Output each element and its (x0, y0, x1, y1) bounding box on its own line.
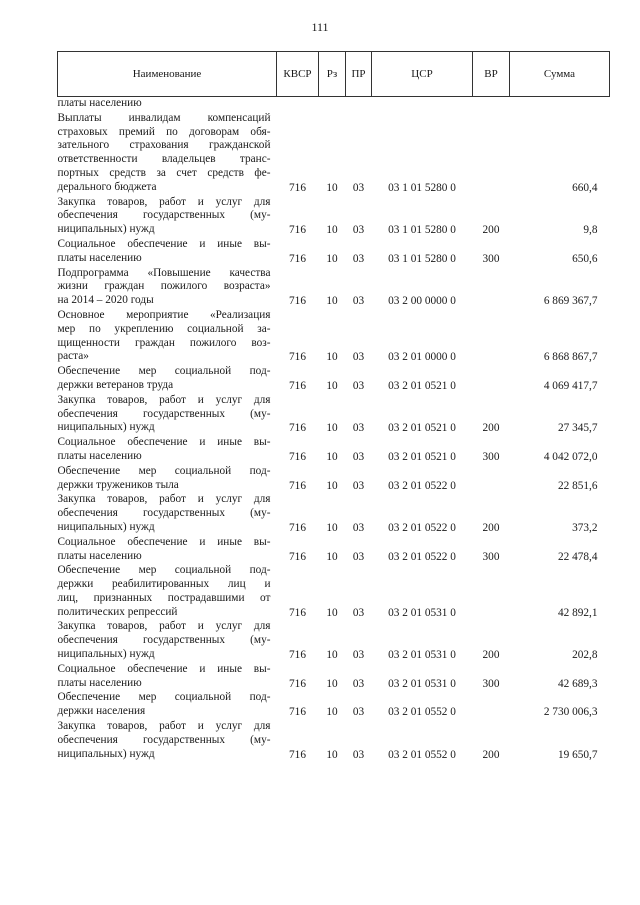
row-pr: 03 (352, 351, 365, 364)
row-name-line: Обеспечение мер социальной под- (57, 564, 271, 577)
row-name-line: дерального бюджета (57, 180, 157, 193)
row-sum: 660,4 (572, 181, 598, 194)
row-rz: 10 (326, 224, 338, 237)
row-name-line: жизни граждан пожилого возраста» (57, 280, 271, 293)
row-name-line: политических репрессий (57, 605, 178, 618)
row-sum: 42 689,3 (557, 677, 598, 690)
row-rz: 10 (326, 748, 338, 761)
row-kvsr: 716 (289, 748, 306, 761)
table-header (58, 52, 610, 97)
row-pr: 03 (352, 550, 365, 563)
row-sum (510, 97, 610, 112)
table-row (58, 97, 610, 112)
row-name-line: Выплаты инвалидам компенсаций (57, 111, 271, 124)
row-csr: 03 2 01 0000 0 (388, 351, 456, 364)
row-rz: 10 (326, 295, 338, 308)
row-name-line: платы населению (57, 251, 142, 264)
row-pr: 03 (352, 521, 365, 534)
row-name-line: Обеспечение мер социальной под- (57, 464, 271, 477)
row-name (58, 267, 277, 309)
row-name-line: платы населению (57, 549, 142, 562)
row-vr: 200 (482, 521, 500, 534)
row-name-line: на 2014 – 2020 годы (57, 294, 154, 307)
table-row (58, 536, 610, 565)
row-kvsr: 716 (289, 181, 306, 194)
row-name (58, 394, 277, 436)
row-kvsr: 716 (289, 252, 306, 265)
row-vr (473, 97, 510, 112)
row-sum: 650,6 (572, 252, 598, 265)
row-name-line: Закупка товаров, работ и услуг для (57, 393, 271, 406)
row-name-line: платы населению (57, 676, 142, 689)
header-csr: ЦСР (372, 52, 473, 97)
row-rz: 10 (326, 706, 338, 719)
row-name-line: держки населения (57, 705, 146, 718)
row-name-line: лиц, признанных пострадавшими от (57, 591, 271, 604)
row-pr: 03 (352, 422, 365, 435)
row-name-line: держки реабилитированных лиц и (57, 578, 271, 591)
row-csr: 03 1 01 5280 0 (388, 181, 456, 194)
table-row (58, 564, 610, 620)
table-row (58, 196, 610, 238)
row-csr: 03 2 01 0531 0 (388, 677, 456, 690)
row-sum: 202,8 (572, 649, 598, 662)
row-name (58, 436, 277, 465)
row-name-line: Подпрограмма «Повышение качества (57, 266, 271, 279)
row-rz: 10 (326, 351, 338, 364)
row-vr (473, 309, 510, 365)
row-name-line: ниципальных) нужд (57, 520, 155, 533)
row-name-line: Социальное обеспечение и иные вы- (57, 436, 271, 449)
row-name-line: раста» (57, 350, 89, 363)
row-sum: 373,2 (572, 521, 598, 534)
header-kvsr: КВСР (277, 52, 319, 97)
row-vr: 200 (482, 748, 500, 761)
row-sum: 22 478,4 (557, 550, 598, 563)
row-pr: 03 (352, 224, 365, 237)
row-name (58, 691, 277, 720)
row-vr (473, 564, 510, 620)
row-csr: 03 2 01 0552 0 (388, 706, 456, 719)
row-vr: 300 (482, 252, 500, 265)
row-rz: 10 (326, 252, 338, 265)
row-rz: 10 (326, 649, 338, 662)
row-name (58, 663, 277, 692)
row-rz: 10 (326, 181, 338, 194)
table-row (58, 238, 610, 267)
row-name-line: мер по укреплению социальной за- (57, 322, 271, 335)
table-row (58, 267, 610, 309)
header-vr: ВР (473, 52, 510, 97)
row-name-line: Основное мероприятие «Реализация (57, 308, 271, 321)
row-pr: 03 (352, 181, 365, 194)
row-pr (346, 97, 372, 112)
row-csr: 03 2 00 0000 0 (388, 295, 456, 308)
row-name (58, 196, 277, 238)
row-name (58, 112, 277, 196)
row-rz: 10 (326, 379, 338, 392)
row-vr: 200 (482, 224, 500, 237)
row-name-line: ниципальных) нужд (57, 421, 155, 434)
row-sum: 6 869 367,7 (543, 295, 598, 308)
row-name-line: Социальное обеспечение и иные вы- (57, 535, 271, 548)
row-kvsr: 716 (289, 706, 306, 719)
row-kvsr: 716 (289, 649, 306, 662)
row-sum: 4 069 417,7 (543, 379, 598, 392)
row-name-line: обеспечения государственных (му- (57, 733, 271, 746)
row-name-line: обеспечения государственных (му- (57, 407, 271, 420)
row-vr: 300 (482, 677, 500, 690)
header-pr: ПР (346, 52, 372, 97)
row-csr (372, 97, 473, 112)
row-pr: 03 (352, 649, 365, 662)
row-vr: 200 (482, 422, 500, 435)
row-csr: 03 2 01 0521 0 (388, 450, 456, 463)
row-pr: 03 (352, 295, 365, 308)
row-name-line: обеспечения государственных (му- (57, 209, 271, 222)
table-row (58, 436, 610, 465)
table-row (58, 720, 610, 762)
row-name-line: Закупка товаров, работ и услуг для (57, 620, 271, 633)
row-name-line: держки ветеранов труда (57, 378, 174, 391)
row-name-line: портных средств за счет средств фе- (57, 166, 271, 179)
table-row (58, 691, 610, 720)
header-sum: Сумма (510, 52, 610, 97)
row-sum: 6 868 867,7 (543, 351, 598, 364)
row-sum: 19 650,7 (557, 748, 598, 761)
row-csr: 03 2 01 0531 0 (388, 606, 456, 619)
row-kvsr: 716 (289, 295, 306, 308)
row-name (58, 465, 277, 494)
row-vr: 300 (482, 450, 500, 463)
row-name-line: Закупка товаров, работ и услуг для (57, 493, 271, 506)
row-csr: 03 2 01 0522 0 (388, 479, 456, 492)
row-vr: 300 (482, 550, 500, 563)
row-sum: 42 892,1 (557, 606, 598, 619)
row-name-line: ниципальных) нужд (57, 747, 155, 760)
row-vr (473, 465, 510, 494)
row-pr: 03 (352, 706, 365, 719)
row-vr: 200 (482, 649, 500, 662)
header-rz: Рз (319, 52, 346, 97)
row-name-line: щищенности граждан пожилого воз- (57, 336, 271, 349)
row-name (58, 720, 277, 762)
table-row (58, 394, 610, 436)
header-name: Наименование (58, 52, 277, 97)
row-name (58, 97, 277, 112)
page-number: 111 (311, 20, 329, 34)
row-sum: 4 042 072,0 (543, 450, 598, 463)
table-row (58, 620, 610, 662)
table-row (58, 309, 610, 365)
row-vr (473, 691, 510, 720)
row-csr: 03 1 01 5280 0 (388, 252, 456, 265)
row-kvsr: 716 (289, 677, 306, 690)
row-csr: 03 2 01 0531 0 (388, 649, 456, 662)
row-kvsr: 716 (289, 606, 306, 619)
row-name (58, 620, 277, 662)
budget-table (57, 51, 610, 762)
row-name (58, 564, 277, 620)
row-kvsr: 716 (289, 422, 306, 435)
row-vr (473, 365, 510, 394)
row-csr: 03 2 01 0522 0 (388, 550, 456, 563)
row-rz: 10 (326, 606, 338, 619)
row-rz: 10 (326, 677, 338, 690)
row-rz: 10 (326, 550, 338, 563)
row-vr (473, 267, 510, 309)
row-name-line: держки тружеников тыла (57, 478, 179, 491)
row-rz (319, 97, 346, 112)
row-name (58, 309, 277, 365)
row-vr (473, 112, 510, 196)
table-row (58, 112, 610, 196)
row-name-line: ниципальных) нужд (57, 223, 155, 236)
row-csr: 03 1 01 5280 0 (388, 224, 456, 237)
row-csr: 03 2 01 0522 0 (388, 521, 456, 534)
row-rz: 10 (326, 450, 338, 463)
row-sum: 9,8 (583, 224, 598, 237)
row-name-line: ниципальных) нужд (57, 648, 155, 661)
row-kvsr: 716 (289, 450, 306, 463)
row-pr: 03 (352, 677, 365, 690)
row-sum: 22 851,6 (557, 479, 598, 492)
row-name-line: Закупка товаров, работ и услуг для (57, 195, 271, 208)
row-pr: 03 (352, 479, 365, 492)
row-name-line: Социальное обеспечение и иные вы- (57, 237, 271, 250)
row-name-line: зательного страхования гражданской (57, 139, 271, 152)
row-pr: 03 (352, 748, 365, 761)
table-body (58, 97, 610, 763)
row-kvsr (277, 97, 319, 112)
row-csr: 03 2 01 0521 0 (388, 422, 456, 435)
row-kvsr: 716 (289, 224, 306, 237)
row-pr: 03 (352, 450, 365, 463)
row-rz: 10 (326, 479, 338, 492)
row-name (58, 493, 277, 535)
row-csr: 03 2 01 0521 0 (388, 379, 456, 392)
row-csr: 03 2 01 0552 0 (388, 748, 456, 761)
row-name (58, 536, 277, 565)
row-kvsr: 716 (289, 521, 306, 534)
row-pr: 03 (352, 379, 365, 392)
row-pr: 03 (352, 252, 365, 265)
row-kvsr: 716 (289, 379, 306, 392)
row-name-line: платы населению (57, 97, 142, 109)
row-name-line: ответственности владельцев транс- (57, 153, 271, 166)
row-kvsr: 716 (289, 479, 306, 492)
row-kvsr: 716 (289, 550, 306, 563)
row-name-line: Социальное обеспечение и иные вы- (57, 662, 271, 675)
row-name-line: обеспечения государственных (му- (57, 507, 271, 520)
table-row (58, 365, 610, 394)
row-name-line: обеспечения государственных (му- (57, 634, 271, 647)
row-name-line: Закупка товаров, работ и услуг для (57, 720, 271, 733)
table-row (58, 493, 610, 535)
table-row (58, 465, 610, 494)
row-name-line: страховых премий по договорам обя- (57, 125, 271, 138)
row-rz: 10 (326, 422, 338, 435)
row-kvsr: 716 (289, 351, 306, 364)
row-name-line: Обеспечение мер социальной под- (57, 365, 271, 378)
row-name-line: платы населению (57, 449, 142, 462)
row-rz: 10 (326, 521, 338, 534)
row-name (58, 365, 277, 394)
table-row (58, 663, 610, 692)
row-sum: 2 730 006,3 (543, 706, 598, 719)
row-name (58, 238, 277, 267)
row-name-line: Обеспечение мер социальной под- (57, 691, 271, 704)
row-sum: 27 345,7 (557, 422, 598, 435)
row-pr: 03 (352, 606, 365, 619)
